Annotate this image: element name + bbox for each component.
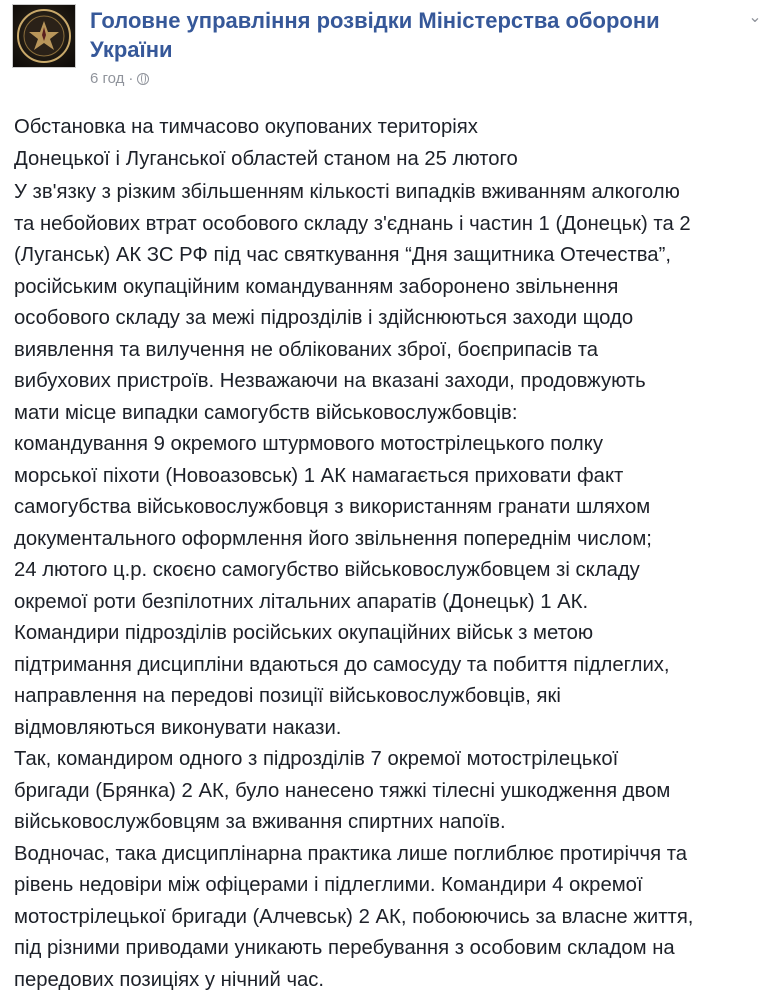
page-avatar[interactable] — [12, 4, 76, 68]
post-text-line: передових позиціях у нічний час. — [14, 965, 774, 996]
post-text-line: мотострілецької бригади (Алчевськ) 2 АК, побоюючись за власне життя, — [14, 902, 774, 934]
post-timestamp[interactable]: 6 год — [90, 70, 124, 87]
post-text-line: окремої роти безпілотних літальних апаратів (Донецьк) 1 АК. — [14, 587, 774, 619]
post-title-line: Обстановка на тимчасово окупованих територіях — [14, 112, 774, 144]
post-text-line: під різними приводами уникають перебування з особовим складом на — [14, 933, 774, 965]
post-text-line: відмовляються виконувати накази. — [14, 713, 774, 745]
page-name-line-2[interactable]: України — [90, 35, 720, 64]
post-text-line: направлення на передові позиції військовослужбовців, які — [14, 681, 774, 713]
post-header — [12, 4, 765, 92]
post-text-line: Водночас, така дисциплінарна практика лише поглиблює протиріччя та — [14, 839, 774, 871]
post-text-line: документального оформлення його звільнення попереднім числом; — [14, 524, 774, 556]
post-text-line: особового складу за межі підрозділів і здійснюються заходи щодо — [14, 303, 774, 335]
page-name-link[interactable] — [90, 6, 720, 64]
globe-icon[interactable] — [137, 73, 149, 85]
post-text-line: (Луганськ) АК ЗС РФ під час святкування “Дня защитника Отечества”, — [14, 240, 774, 272]
chevron-down-icon[interactable]: ⌄ — [745, 10, 765, 26]
post-text-line: рівень недовіри між офіцерами і підлеглими. Командири 4 окремої — [14, 870, 774, 902]
post-text-line: бригади (Брянка) 2 АК, було нанесено тяжкі тілесні ушкодження двом — [14, 776, 774, 808]
post-text-line: виявлення та вилучення не облікованих зброї, боєприпасів та — [14, 335, 774, 367]
post-text-line: У зв'язку з різким збільшенням кількості випадків вживанням алкоголю — [14, 177, 774, 209]
post-text-line: та небойових втрат особового складу з'єднань і частин 1 (Донецьк) та 2 — [14, 209, 774, 241]
post-text-line: командування 9 окремого штурмового мотострілецького полку — [14, 429, 774, 461]
post-text-line: мати місце випадки самогубств військовослужбовців: — [14, 398, 774, 430]
post-text-line: морської піхоти (Новоазовськ) 1 АК намагається приховати факт — [14, 461, 774, 493]
post-body — [14, 112, 774, 996]
emblem-logo — [13, 5, 75, 67]
post-text-line: Так, командиром одного з підрозділів 7 окремої мотострілецької — [14, 744, 774, 776]
post-text-line: вибухових пристроїв. Незважаючи на вказані заходи, продовжують — [14, 366, 774, 398]
post-text-line: 24 лютого ц.р. скоєно самогубство військовослужбовцем зі складу — [14, 555, 774, 587]
post-text-line: військовослужбовцям за вживання спиртних напоїв. — [14, 807, 774, 839]
meta-separator: · — [128, 70, 133, 87]
post-text-line: Командири підрозділів російських окупаційних військ з метою — [14, 618, 774, 650]
post-title-line: Донецької і Луганської областей станом на 25 лютого — [14, 144, 774, 176]
post-meta — [90, 70, 149, 87]
page-name-line-1[interactable]: Головне управління розвідки Міністерства оборони — [90, 6, 720, 35]
post-text-line: російським окупаційним командуванням заборонено звільнення — [14, 272, 774, 304]
post-text-line: самогубства військовослужбовця з використанням гранати шляхом — [14, 492, 774, 524]
post-text-line: підтримання дисципліни вдаються до самосуду та побиття підлеглих, — [14, 650, 774, 682]
